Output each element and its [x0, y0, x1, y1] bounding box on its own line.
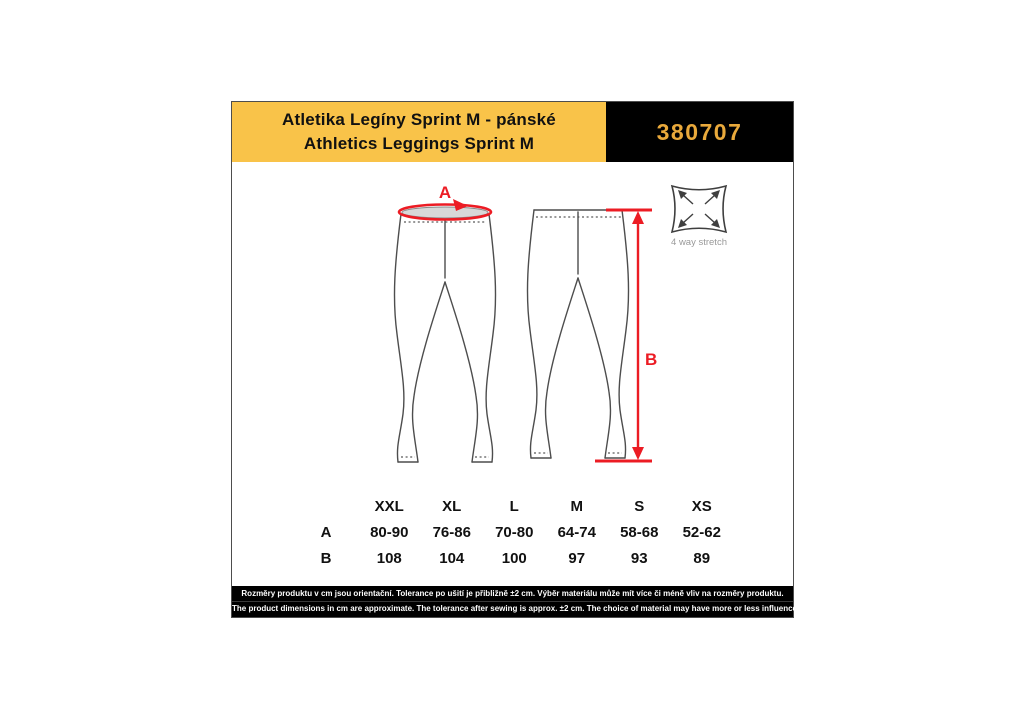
size-table — [294, 493, 733, 571]
size-column-header: L — [509, 497, 519, 515]
measurement-b-arrow-up — [632, 211, 644, 224]
leggings-back-drawing — [527, 210, 628, 458]
footer-note-en: The product dimensions in cm are approximate. The tolerance after sewing is approx. ±2 cm. The choice of material may have more or less influence on the dimensions of the product. — [232, 604, 929, 613]
leggings-front-drawing — [394, 207, 495, 462]
table-value: 97 — [568, 549, 586, 567]
four-way-stretch-icon — [671, 186, 727, 248]
size-column-header: XXL — [374, 497, 404, 515]
stretch-caption: 4 way stretch — [671, 237, 727, 248]
product-title-box — [232, 102, 606, 162]
table-value: 104 — [439, 549, 465, 567]
table-value: 64-74 — [557, 523, 596, 541]
size-table-corner — [294, 493, 358, 519]
table-value: 100 — [501, 549, 527, 567]
size-column-header: S — [634, 497, 645, 515]
row-label-a: A — [320, 523, 332, 541]
size-chart-sheet — [231, 101, 929, 618]
table-value: 52-62 — [682, 523, 721, 541]
measurement-b-label: B — [645, 350, 658, 369]
leggings-technical-drawing — [232, 162, 795, 492]
table-value: 58-68 — [620, 523, 659, 541]
table-value: 93 — [630, 549, 648, 567]
table-value: 108 — [376, 549, 402, 567]
footer-notes-bar — [232, 586, 929, 617]
product-title-en: Athletics Leggings Sprint M — [303, 134, 535, 153]
table-value: 80-90 — [370, 523, 409, 541]
row-label-b: B — [320, 549, 332, 567]
size-column-header: M — [570, 497, 583, 515]
measurement-b-arrow-down — [632, 447, 644, 460]
size-column-header: XL — [442, 497, 462, 515]
size-column-header: XS — [691, 497, 712, 515]
table-value: 76-86 — [432, 523, 471, 541]
sheet-header — [232, 102, 793, 162]
product-code: 380707 — [656, 118, 743, 145]
footer-note-cz: Rozměry produktu v cm jsou orientační. Tolerance po ušití je přibližně ±2 cm. Výběr materiálu může mít více či méně vliv na rozměry produktu. — [241, 589, 784, 598]
measurement-a-label: A — [438, 183, 452, 202]
table-value: 89 — [693, 549, 711, 567]
table-value: 70-80 — [495, 523, 534, 541]
product-code-box — [606, 102, 793, 162]
product-title-cz: Atletika Legíny Sprint M - pánské — [282, 110, 556, 129]
